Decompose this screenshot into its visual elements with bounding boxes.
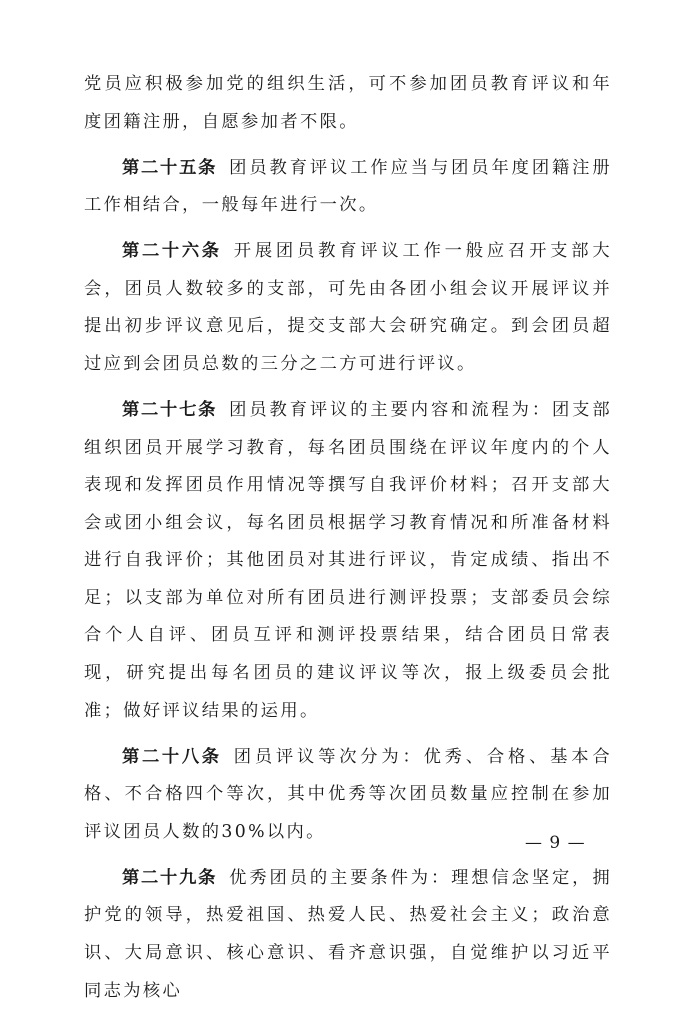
article-25-paragraph	[84, 150, 612, 225]
paragraph-text: 党员应积极参加党的组织生活，可不参加团员教育评议和年度团籍注册，自愿参加者不限。	[84, 74, 612, 132]
paragraph-continuation	[84, 66, 612, 141]
article-27-paragraph	[84, 392, 612, 730]
paragraph-text: 优秀团员的主要条件为：理想信念坚定，拥护党的领导，热爱祖国、热爱人民、热爱社会主义；政治意识、大局意识、核心意识、看齐意识强，自觉维护以习近平同志为核心	[84, 867, 612, 1001]
paragraph-text: 团员评议等次分为：优秀、合格、基本合格、不合格四个等次，其中优秀等次团员数量应控制在参加评议团员人数的30%以内。	[84, 746, 612, 842]
article-26-paragraph	[84, 233, 612, 383]
article-number: 第二十五条	[122, 157, 218, 178]
article-number: 第二十九条	[122, 867, 218, 888]
article-number: 第二十八条	[122, 746, 222, 767]
paragraph-text: 团员教育评议的主要内容和流程为：团支部组织团员开展学习教育，每名团员围绕在评议年度内的个人表现和发挥团员作用情况等撰写自我评价材料；召开支部大会或团小组会议，每名团员根据学习教育情况和所准备材料进行自我评价；其他团员对其进行评议，肯定成绩、指出不足；以支部为单位对所有团员进行测评投票；支部委员会综合个人自评、团员互评和测评投票结果，结合团员日常表现，研究提出每名团员的建议评议等次，报上级委员会批准；做好评议结果的运用。	[84, 399, 612, 721]
article-29-paragraph	[84, 860, 612, 1010]
document-body	[84, 66, 612, 1019]
paragraph-text: 开展团员教育评议工作一般应召开支部大会，团员人数较多的支部，可先由各团小组会议开展评议并提出初步评议意见后，提交支部大会研究确定。到会团员超过应到会团员总数的三分之二方可进行评议。	[84, 241, 612, 374]
article-number: 第二十六条	[122, 241, 222, 262]
article-number: 第二十七条	[122, 399, 218, 420]
page-number: — 9 —	[525, 833, 586, 853]
paragraph-text: 团员教育评议工作应当与团员年度团籍注册工作相结合，一般每年进行一次。	[84, 157, 612, 216]
